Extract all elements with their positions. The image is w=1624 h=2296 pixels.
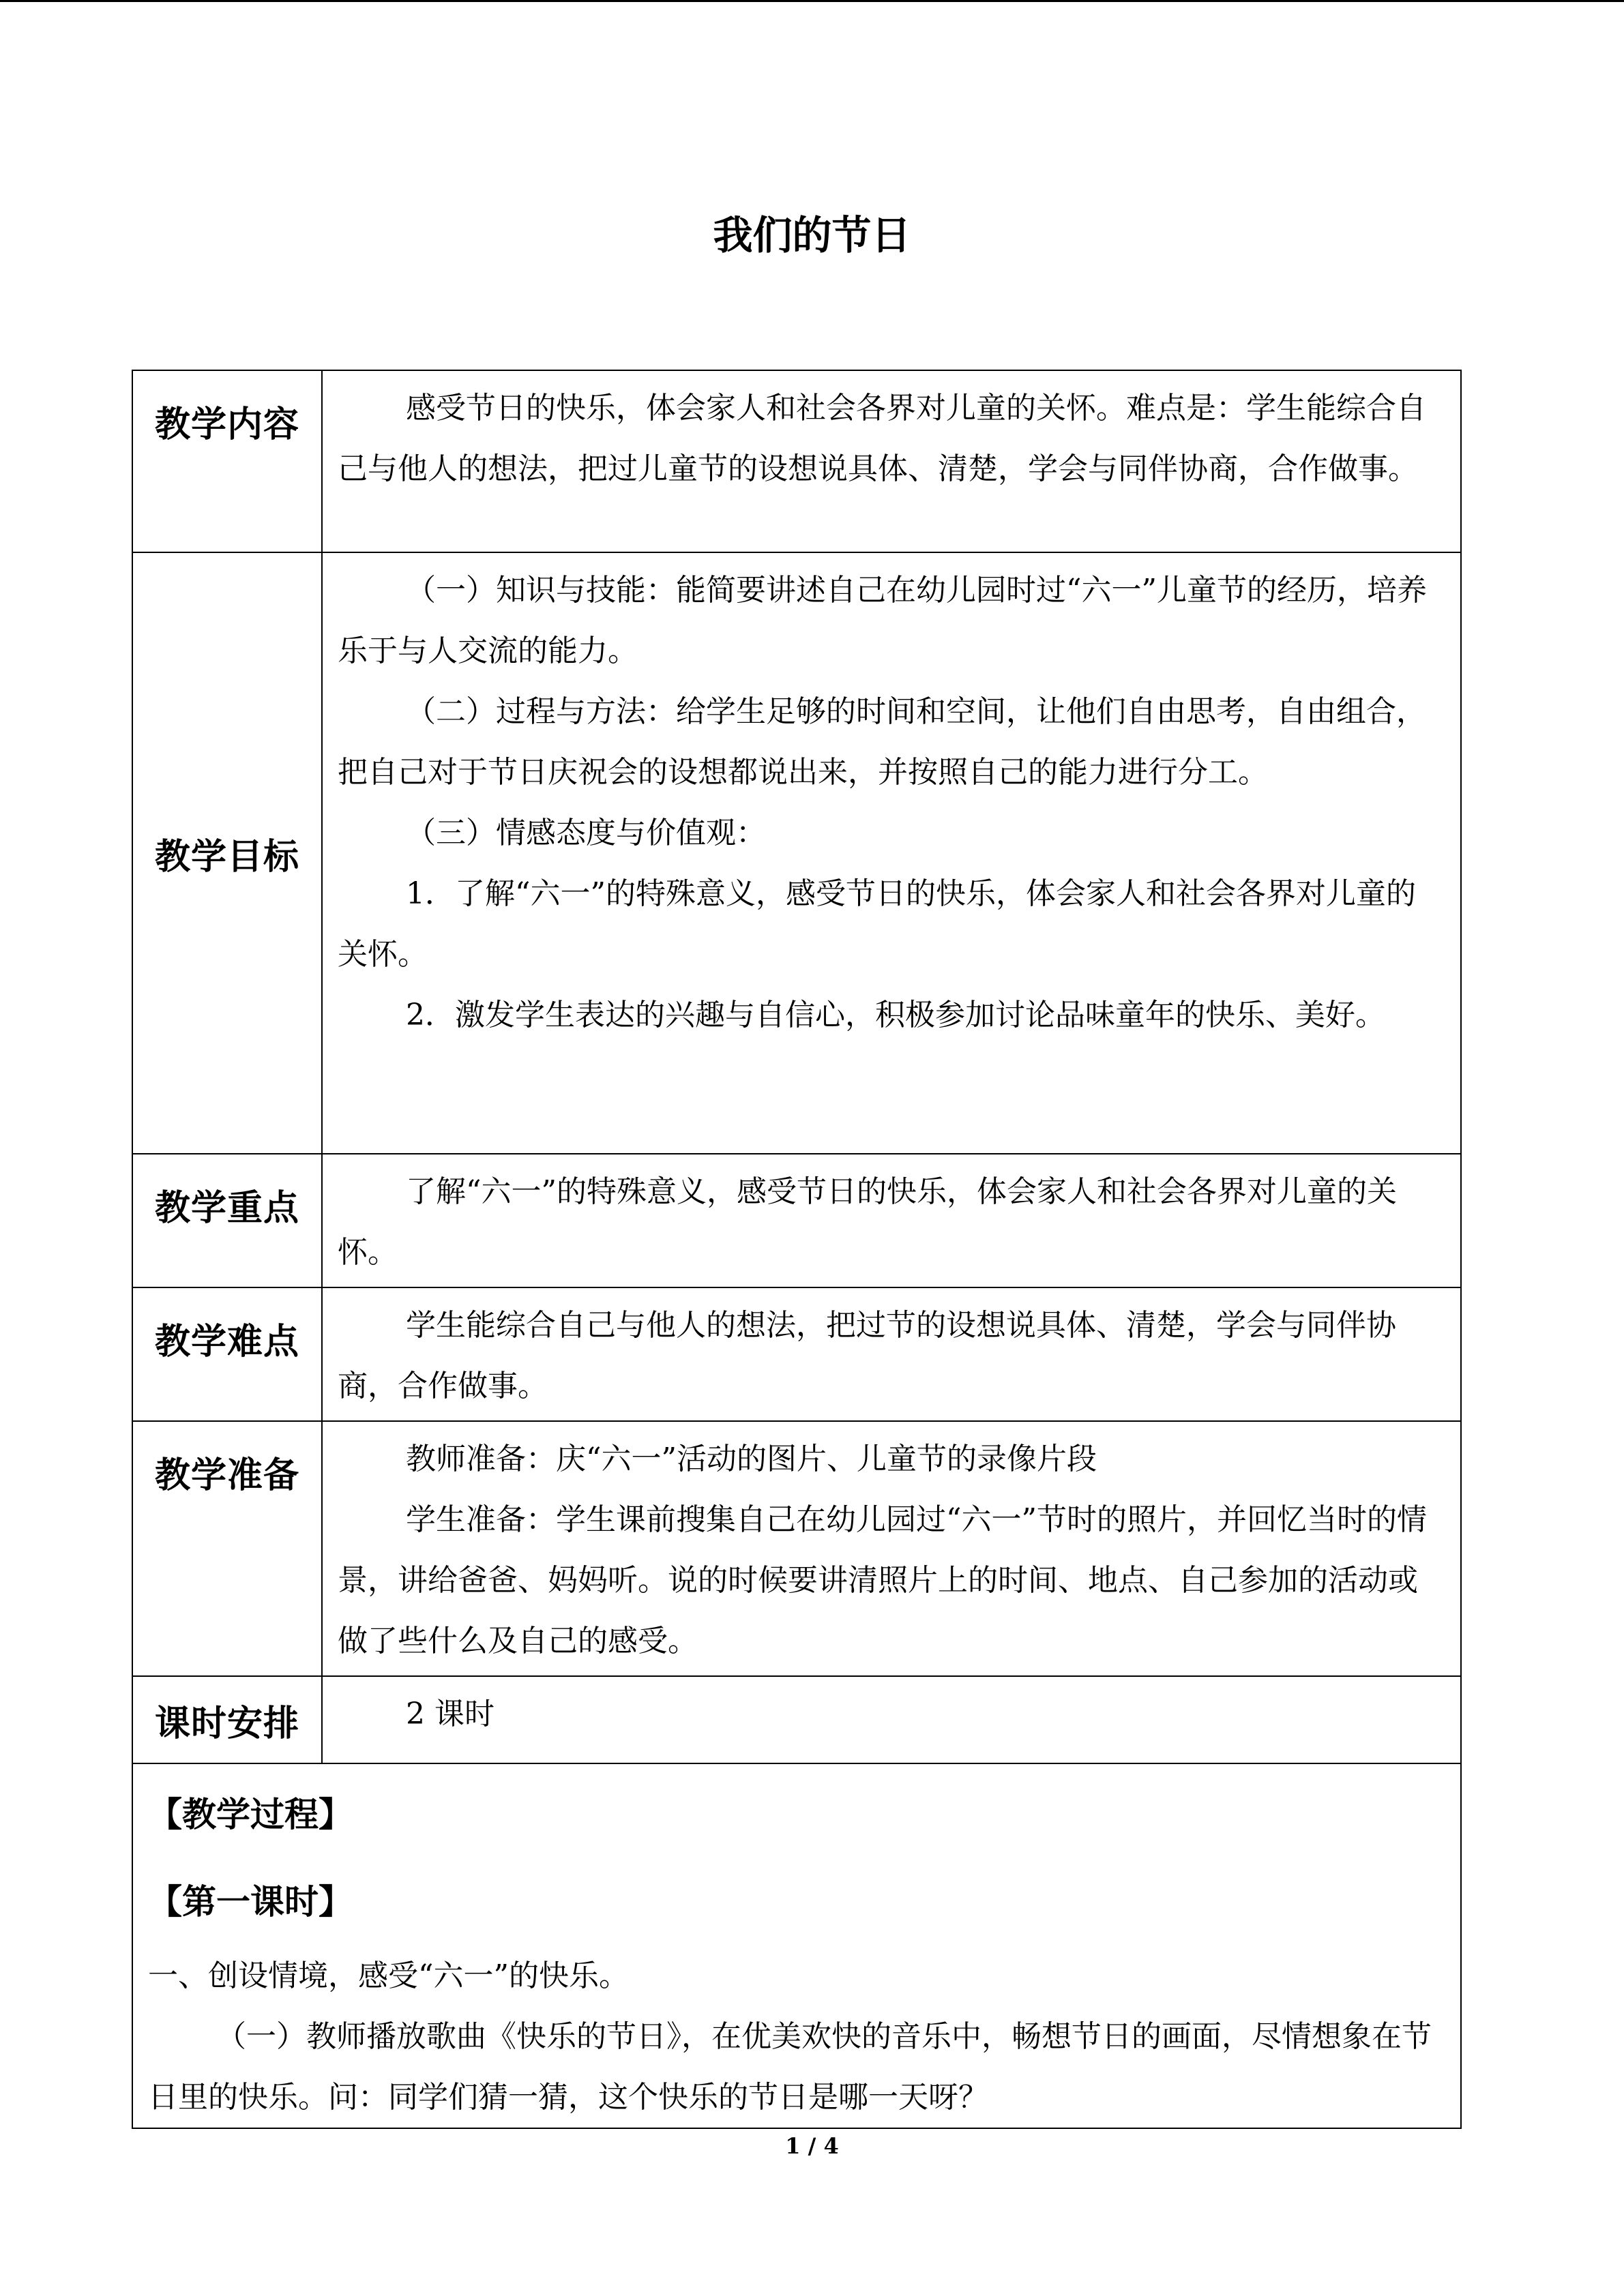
table-row — [132, 1763, 1461, 2128]
teacher-prep-paragraph: 教师准备：庆“六一”活动的图片、儿童节的录像片段 — [406, 1442, 1097, 1476]
schedule-paragraph: 2 课时 — [406, 1697, 494, 1731]
teaching-process-cell — [132, 1763, 1461, 2128]
goal-process-paragraph: （二）过程与方法：给学生足够的时间和空间，让他们自由思考，自由组合，把自己对于节日庆祝会的设想都说出来，并按照自己的能力进行分工。 — [338, 694, 1426, 790]
table-row — [132, 1421, 1461, 1676]
goal-knowledge-paragraph: （一）知识与技能：能简要讲述自己在幼儿园时过“六一”儿童节的经历，培养乐于与人交流的能力。 — [338, 573, 1427, 668]
table-row — [132, 1676, 1461, 1763]
page-title: 我们的节日 — [713, 212, 911, 258]
table-row — [132, 1154, 1461, 1287]
goal-emotion-item-1: 1．了解“六一”的特殊意义，感受节日的快乐，体会家人和社会各界对儿童的关怀。 — [338, 876, 1416, 972]
page-number: 1 / 4 — [785, 2133, 839, 2159]
key-points-paragraph: 了解“六一”的特殊意义，感受节日的快乐，体会家人和社会各界对儿童的关怀。 — [338, 1174, 1397, 1270]
table-row — [132, 1287, 1461, 1421]
row-label-schedule: 课时安排 — [132, 1676, 322, 1763]
row-content-difficulties — [322, 1287, 1461, 1421]
row-label-key-points: 教学重点 — [132, 1154, 322, 1287]
lesson-plan-table — [132, 370, 1462, 2129]
first-lesson-heading: 【第一课时】 — [148, 1882, 353, 1922]
row-label-goals: 教学目标 — [132, 552, 322, 1154]
student-prep-paragraph: 学生准备：学生课前搜集自己在幼儿园过“六一”节时的照片，并回忆当时的情景，讲给爸爸、妈妈听。说的时候要讲清照片上的时间、地点、自己参加的活动或做了些什么及自己的感受。 — [338, 1502, 1427, 1658]
table-row — [132, 552, 1461, 1154]
row-content-key-points — [322, 1154, 1461, 1287]
process-paragraph: （一）教师播放歌曲《快乐的节日》，在优美欢快的音乐中，畅想节日的画面，尽情想象在节日里的快乐。问：同学们猜一猜，这个快乐的节日是哪一天呀？ — [148, 2019, 1432, 2115]
row-content-schedule — [322, 1676, 1461, 1763]
table-row — [132, 370, 1461, 552]
row-content-preparation — [322, 1421, 1461, 1676]
section-title: 一、创设情境，感受“六一”的快乐。 — [148, 1958, 629, 1993]
top-border-line — [0, 0, 1624, 2]
row-content-content — [322, 370, 1461, 552]
content-paragraph: 感受节日的快乐，体会家人和社会各界对儿童的关怀。难点是：学生能综合自己与他人的想法，把过儿童节的设想说具体、清楚，学会与同伴协商，合作做事。 — [338, 391, 1426, 486]
goal-emotion-heading: （三）情感态度与价值观： — [406, 816, 766, 850]
row-label-content: 教学内容 — [132, 370, 322, 552]
teaching-process-heading: 【教学过程】 — [148, 1795, 353, 1834]
row-label-preparation: 教学准备 — [132, 1421, 322, 1676]
row-content-goals — [322, 552, 1461, 1154]
difficulties-paragraph: 学生能综合自己与他人的想法，把过节的设想说具体、清楚，学会与同伴协商，合作做事。 — [338, 1308, 1396, 1403]
row-label-difficulties: 教学难点 — [132, 1287, 322, 1421]
goal-emotion-item-2: 2．激发学生表达的兴趣与自信心，积极参加讨论品味童年的快乐、美好。 — [406, 998, 1385, 1032]
